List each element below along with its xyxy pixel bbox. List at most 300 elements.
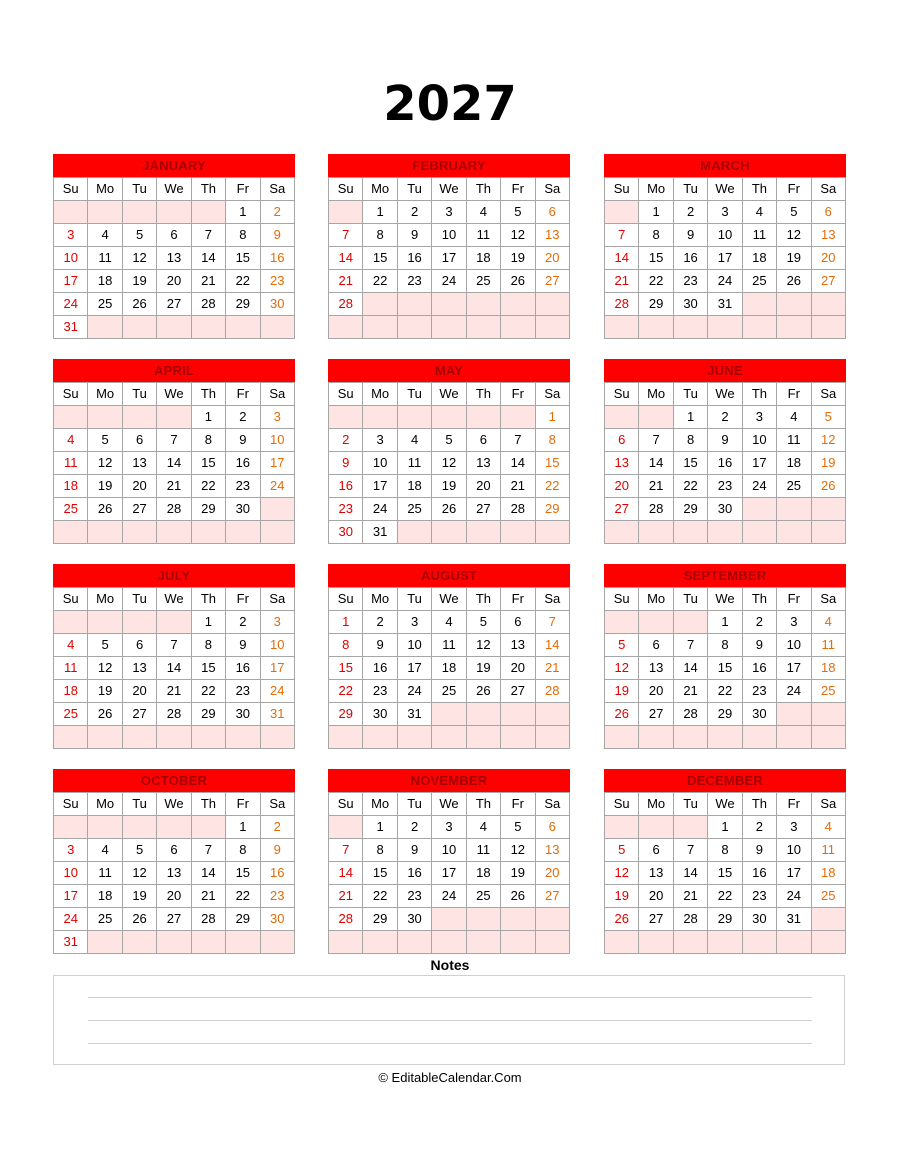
day-cell[interactable]: 20 xyxy=(501,657,535,680)
day-cell[interactable]: 27 xyxy=(501,680,535,703)
day-cell[interactable]: 15 xyxy=(708,657,742,680)
day-cell[interactable]: 23 xyxy=(226,680,260,703)
day-cell[interactable]: 16 xyxy=(226,657,260,680)
day-cell[interactable]: 2 xyxy=(397,816,431,839)
day-cell[interactable]: 17 xyxy=(397,657,431,680)
day-cell[interactable]: 3 xyxy=(260,611,294,634)
day-cell[interactable]: 16 xyxy=(363,657,397,680)
day-cell[interactable]: 28 xyxy=(673,908,707,931)
day-cell[interactable]: 6 xyxy=(122,634,156,657)
day-cell[interactable]: 24 xyxy=(54,293,88,316)
day-cell[interactable]: 24 xyxy=(397,680,431,703)
day-cell[interactable]: 19 xyxy=(501,247,535,270)
day-cell[interactable]: 5 xyxy=(811,406,845,429)
day-cell[interactable]: 18 xyxy=(397,475,431,498)
day-cell[interactable]: 24 xyxy=(260,475,294,498)
day-cell[interactable]: 15 xyxy=(191,657,225,680)
day-cell[interactable]: 4 xyxy=(466,201,500,224)
day-cell[interactable]: 21 xyxy=(673,885,707,908)
day-cell[interactable]: 2 xyxy=(260,816,294,839)
day-cell[interactable]: 18 xyxy=(88,270,122,293)
day-cell[interactable]: 20 xyxy=(157,270,191,293)
day-cell[interactable]: 3 xyxy=(397,611,431,634)
day-cell[interactable]: 6 xyxy=(811,201,845,224)
day-cell[interactable]: 29 xyxy=(191,703,225,726)
day-cell[interactable]: 2 xyxy=(708,406,742,429)
day-cell[interactable]: 21 xyxy=(535,657,569,680)
day-cell[interactable]: 15 xyxy=(639,247,673,270)
day-cell[interactable]: 13 xyxy=(501,634,535,657)
day-cell[interactable]: 2 xyxy=(226,611,260,634)
day-cell[interactable]: 10 xyxy=(742,429,776,452)
day-cell[interactable]: 22 xyxy=(226,885,260,908)
day-cell[interactable]: 13 xyxy=(122,452,156,475)
day-cell[interactable]: 19 xyxy=(501,862,535,885)
day-cell[interactable]: 10 xyxy=(54,862,88,885)
day-cell[interactable]: 15 xyxy=(329,657,363,680)
day-cell[interactable]: 7 xyxy=(329,839,363,862)
day-cell[interactable]: 9 xyxy=(708,429,742,452)
day-cell[interactable]: 7 xyxy=(191,839,225,862)
day-cell[interactable]: 22 xyxy=(329,680,363,703)
day-cell[interactable]: 9 xyxy=(742,634,776,657)
day-cell[interactable]: 17 xyxy=(742,452,776,475)
day-cell[interactable]: 13 xyxy=(122,657,156,680)
day-cell[interactable]: 11 xyxy=(88,862,122,885)
day-cell[interactable]: 26 xyxy=(501,270,535,293)
day-cell[interactable]: 14 xyxy=(157,452,191,475)
day-cell[interactable]: 11 xyxy=(397,452,431,475)
notes-box[interactable] xyxy=(53,975,845,1065)
day-cell[interactable]: 4 xyxy=(397,429,431,452)
day-cell[interactable]: 30 xyxy=(708,498,742,521)
day-cell[interactable]: 20 xyxy=(535,862,569,885)
day-cell[interactable]: 23 xyxy=(260,885,294,908)
day-cell[interactable]: 16 xyxy=(673,247,707,270)
day-cell[interactable]: 30 xyxy=(397,908,431,931)
day-cell[interactable]: 31 xyxy=(54,931,88,954)
day-cell[interactable]: 16 xyxy=(397,247,431,270)
day-cell[interactable]: 23 xyxy=(329,498,363,521)
day-cell[interactable]: 18 xyxy=(742,247,776,270)
day-cell[interactable]: 30 xyxy=(742,908,776,931)
day-cell[interactable]: 17 xyxy=(260,657,294,680)
day-cell[interactable]: 21 xyxy=(639,475,673,498)
day-cell[interactable]: 12 xyxy=(605,657,639,680)
day-cell[interactable]: 12 xyxy=(88,452,122,475)
day-cell[interactable]: 14 xyxy=(673,862,707,885)
day-cell[interactable]: 27 xyxy=(466,498,500,521)
day-cell[interactable]: 10 xyxy=(397,634,431,657)
day-cell[interactable]: 14 xyxy=(157,657,191,680)
day-cell[interactable]: 26 xyxy=(122,293,156,316)
day-cell[interactable]: 31 xyxy=(260,703,294,726)
day-cell[interactable]: 20 xyxy=(157,885,191,908)
day-cell[interactable]: 16 xyxy=(260,862,294,885)
day-cell[interactable]: 17 xyxy=(54,270,88,293)
day-cell[interactable]: 8 xyxy=(226,839,260,862)
day-cell[interactable]: 13 xyxy=(535,839,569,862)
day-cell[interactable]: 5 xyxy=(466,611,500,634)
day-cell[interactable]: 31 xyxy=(777,908,811,931)
day-cell[interactable]: 1 xyxy=(226,201,260,224)
day-cell[interactable]: 17 xyxy=(54,885,88,908)
day-cell[interactable]: 13 xyxy=(157,862,191,885)
day-cell[interactable]: 26 xyxy=(605,703,639,726)
day-cell[interactable]: 23 xyxy=(260,270,294,293)
day-cell[interactable]: 3 xyxy=(777,611,811,634)
day-cell[interactable]: 7 xyxy=(329,224,363,247)
day-cell[interactable]: 27 xyxy=(639,908,673,931)
day-cell[interactable]: 15 xyxy=(363,247,397,270)
day-cell[interactable]: 11 xyxy=(432,634,466,657)
day-cell[interactable]: 23 xyxy=(708,475,742,498)
day-cell[interactable]: 29 xyxy=(226,293,260,316)
day-cell[interactable]: 4 xyxy=(811,816,845,839)
day-cell[interactable]: 7 xyxy=(501,429,535,452)
day-cell[interactable]: 31 xyxy=(397,703,431,726)
day-cell[interactable]: 3 xyxy=(54,839,88,862)
day-cell[interactable]: 8 xyxy=(329,634,363,657)
day-cell[interactable]: 20 xyxy=(466,475,500,498)
day-cell[interactable]: 7 xyxy=(535,611,569,634)
day-cell[interactable]: 30 xyxy=(260,293,294,316)
day-cell[interactable]: 8 xyxy=(226,224,260,247)
day-cell[interactable]: 2 xyxy=(742,816,776,839)
day-cell[interactable]: 28 xyxy=(191,908,225,931)
day-cell[interactable]: 2 xyxy=(329,429,363,452)
day-cell[interactable]: 12 xyxy=(501,224,535,247)
day-cell[interactable]: 16 xyxy=(260,247,294,270)
day-cell[interactable]: 8 xyxy=(535,429,569,452)
day-cell[interactable]: 4 xyxy=(88,839,122,862)
day-cell[interactable]: 2 xyxy=(397,201,431,224)
day-cell[interactable]: 22 xyxy=(226,270,260,293)
day-cell[interactable]: 16 xyxy=(329,475,363,498)
day-cell[interactable]: 13 xyxy=(639,657,673,680)
day-cell[interactable]: 20 xyxy=(535,247,569,270)
day-cell[interactable]: 17 xyxy=(777,862,811,885)
day-cell[interactable]: 4 xyxy=(88,224,122,247)
day-cell[interactable]: 7 xyxy=(673,634,707,657)
day-cell[interactable]: 29 xyxy=(191,498,225,521)
day-cell[interactable]: 17 xyxy=(708,247,742,270)
day-cell[interactable]: 6 xyxy=(535,816,569,839)
day-cell[interactable]: 14 xyxy=(329,862,363,885)
day-cell[interactable]: 28 xyxy=(157,498,191,521)
day-cell[interactable]: 18 xyxy=(54,475,88,498)
day-cell[interactable]: 22 xyxy=(708,885,742,908)
day-cell[interactable]: 28 xyxy=(191,293,225,316)
day-cell[interactable]: 11 xyxy=(88,247,122,270)
day-cell[interactable]: 24 xyxy=(432,270,466,293)
day-cell[interactable]: 15 xyxy=(535,452,569,475)
day-cell[interactable]: 13 xyxy=(639,862,673,885)
day-cell[interactable]: 2 xyxy=(363,611,397,634)
day-cell[interactable]: 27 xyxy=(157,908,191,931)
day-cell[interactable]: 9 xyxy=(226,634,260,657)
day-cell[interactable]: 25 xyxy=(466,885,500,908)
day-cell[interactable]: 14 xyxy=(329,247,363,270)
day-cell[interactable]: 20 xyxy=(122,680,156,703)
day-cell[interactable]: 9 xyxy=(742,839,776,862)
day-cell[interactable]: 14 xyxy=(673,657,707,680)
day-cell[interactable]: 3 xyxy=(742,406,776,429)
day-cell[interactable]: 16 xyxy=(708,452,742,475)
day-cell[interactable]: 9 xyxy=(260,839,294,862)
day-cell[interactable]: 10 xyxy=(432,839,466,862)
day-cell[interactable]: 3 xyxy=(777,816,811,839)
day-cell[interactable]: 10 xyxy=(54,247,88,270)
day-cell[interactable]: 16 xyxy=(742,862,776,885)
day-cell[interactable]: 10 xyxy=(260,429,294,452)
day-cell[interactable]: 8 xyxy=(363,839,397,862)
day-cell[interactable]: 8 xyxy=(191,429,225,452)
day-cell[interactable]: 24 xyxy=(432,885,466,908)
day-cell[interactable]: 25 xyxy=(777,475,811,498)
day-cell[interactable]: 5 xyxy=(88,429,122,452)
day-cell[interactable]: 24 xyxy=(260,680,294,703)
day-cell[interactable]: 11 xyxy=(466,839,500,862)
day-cell[interactable]: 12 xyxy=(122,247,156,270)
day-cell[interactable]: 3 xyxy=(54,224,88,247)
day-cell[interactable]: 26 xyxy=(88,703,122,726)
day-cell[interactable]: 16 xyxy=(226,452,260,475)
day-cell[interactable]: 23 xyxy=(226,475,260,498)
day-cell[interactable]: 17 xyxy=(363,475,397,498)
day-cell[interactable]: 6 xyxy=(535,201,569,224)
day-cell[interactable]: 9 xyxy=(226,429,260,452)
day-cell[interactable]: 22 xyxy=(708,680,742,703)
day-cell[interactable]: 7 xyxy=(639,429,673,452)
day-cell[interactable]: 26 xyxy=(501,885,535,908)
day-cell[interactable]: 23 xyxy=(397,885,431,908)
day-cell[interactable]: 19 xyxy=(122,885,156,908)
day-cell[interactable]: 26 xyxy=(466,680,500,703)
day-cell[interactable]: 15 xyxy=(708,862,742,885)
day-cell[interactable]: 11 xyxy=(811,634,845,657)
day-cell[interactable]: 4 xyxy=(742,201,776,224)
day-cell[interactable]: 15 xyxy=(226,247,260,270)
day-cell[interactable]: 1 xyxy=(639,201,673,224)
day-cell[interactable]: 26 xyxy=(122,908,156,931)
day-cell[interactable]: 5 xyxy=(501,201,535,224)
day-cell[interactable]: 29 xyxy=(363,908,397,931)
day-cell[interactable]: 10 xyxy=(777,839,811,862)
day-cell[interactable]: 13 xyxy=(811,224,845,247)
day-cell[interactable]: 28 xyxy=(329,908,363,931)
day-cell[interactable]: 19 xyxy=(466,657,500,680)
day-cell[interactable]: 11 xyxy=(811,839,845,862)
day-cell[interactable]: 28 xyxy=(535,680,569,703)
day-cell[interactable]: 25 xyxy=(88,293,122,316)
day-cell[interactable]: 6 xyxy=(639,839,673,862)
day-cell[interactable]: 9 xyxy=(329,452,363,475)
day-cell[interactable]: 21 xyxy=(157,680,191,703)
day-cell[interactable]: 1 xyxy=(191,611,225,634)
day-cell[interactable]: 8 xyxy=(363,224,397,247)
day-cell[interactable]: 14 xyxy=(191,247,225,270)
day-cell[interactable]: 11 xyxy=(54,452,88,475)
day-cell[interactable]: 28 xyxy=(329,293,363,316)
day-cell[interactable]: 15 xyxy=(363,862,397,885)
day-cell[interactable]: 13 xyxy=(466,452,500,475)
day-cell[interactable]: 24 xyxy=(708,270,742,293)
day-cell[interactable]: 25 xyxy=(432,680,466,703)
day-cell[interactable]: 25 xyxy=(811,885,845,908)
day-cell[interactable]: 9 xyxy=(673,224,707,247)
day-cell[interactable]: 29 xyxy=(708,908,742,931)
day-cell[interactable]: 5 xyxy=(432,429,466,452)
day-cell[interactable]: 12 xyxy=(88,657,122,680)
day-cell[interactable]: 22 xyxy=(363,270,397,293)
day-cell[interactable]: 29 xyxy=(329,703,363,726)
day-cell[interactable]: 4 xyxy=(54,634,88,657)
day-cell[interactable]: 5 xyxy=(605,839,639,862)
day-cell[interactable]: 29 xyxy=(708,703,742,726)
day-cell[interactable]: 21 xyxy=(329,885,363,908)
day-cell[interactable]: 2 xyxy=(742,611,776,634)
day-cell[interactable]: 18 xyxy=(811,657,845,680)
day-cell[interactable]: 22 xyxy=(363,885,397,908)
day-cell[interactable]: 22 xyxy=(191,475,225,498)
day-cell[interactable]: 12 xyxy=(605,862,639,885)
day-cell[interactable]: 28 xyxy=(639,498,673,521)
day-cell[interactable]: 10 xyxy=(260,634,294,657)
day-cell[interactable]: 5 xyxy=(122,224,156,247)
day-cell[interactable]: 20 xyxy=(605,475,639,498)
day-cell[interactable]: 1 xyxy=(535,406,569,429)
day-cell[interactable]: 6 xyxy=(639,634,673,657)
day-cell[interactable]: 12 xyxy=(466,634,500,657)
day-cell[interactable]: 23 xyxy=(673,270,707,293)
day-cell[interactable]: 19 xyxy=(122,270,156,293)
day-cell[interactable]: 10 xyxy=(363,452,397,475)
day-cell[interactable]: 1 xyxy=(708,611,742,634)
day-cell[interactable]: 21 xyxy=(157,475,191,498)
day-cell[interactable]: 5 xyxy=(122,839,156,862)
day-cell[interactable]: 6 xyxy=(122,429,156,452)
day-cell[interactable]: 17 xyxy=(432,247,466,270)
day-cell[interactable]: 4 xyxy=(432,611,466,634)
day-cell[interactable]: 6 xyxy=(157,224,191,247)
day-cell[interactable]: 8 xyxy=(639,224,673,247)
day-cell[interactable]: 1 xyxy=(191,406,225,429)
day-cell[interactable]: 27 xyxy=(605,498,639,521)
day-cell[interactable]: 8 xyxy=(673,429,707,452)
day-cell[interactable]: 14 xyxy=(191,862,225,885)
day-cell[interactable]: 28 xyxy=(501,498,535,521)
day-cell[interactable]: 22 xyxy=(639,270,673,293)
day-cell[interactable]: 13 xyxy=(605,452,639,475)
day-cell[interactable]: 26 xyxy=(432,498,466,521)
day-cell[interactable]: 12 xyxy=(432,452,466,475)
day-cell[interactable]: 31 xyxy=(708,293,742,316)
day-cell[interactable]: 2 xyxy=(673,201,707,224)
day-cell[interactable]: 9 xyxy=(397,224,431,247)
day-cell[interactable]: 25 xyxy=(54,498,88,521)
day-cell[interactable]: 6 xyxy=(466,429,500,452)
day-cell[interactable]: 26 xyxy=(777,270,811,293)
day-cell[interactable]: 29 xyxy=(639,293,673,316)
day-cell[interactable]: 1 xyxy=(363,816,397,839)
day-cell[interactable]: 25 xyxy=(811,680,845,703)
day-cell[interactable]: 27 xyxy=(535,885,569,908)
day-cell[interactable]: 23 xyxy=(363,680,397,703)
day-cell[interactable]: 11 xyxy=(742,224,776,247)
day-cell[interactable]: 6 xyxy=(605,429,639,452)
day-cell[interactable]: 19 xyxy=(88,475,122,498)
day-cell[interactable]: 19 xyxy=(605,885,639,908)
day-cell[interactable]: 18 xyxy=(466,247,500,270)
day-cell[interactable]: 7 xyxy=(157,634,191,657)
day-cell[interactable]: 19 xyxy=(605,680,639,703)
day-cell[interactable]: 10 xyxy=(777,634,811,657)
day-cell[interactable]: 1 xyxy=(673,406,707,429)
day-cell[interactable]: 26 xyxy=(605,908,639,931)
day-cell[interactable]: 24 xyxy=(363,498,397,521)
day-cell[interactable]: 9 xyxy=(363,634,397,657)
day-cell[interactable]: 24 xyxy=(777,885,811,908)
day-cell[interactable]: 9 xyxy=(397,839,431,862)
day-cell[interactable]: 9 xyxy=(260,224,294,247)
day-cell[interactable]: 30 xyxy=(742,703,776,726)
day-cell[interactable]: 30 xyxy=(673,293,707,316)
day-cell[interactable]: 14 xyxy=(605,247,639,270)
day-cell[interactable]: 12 xyxy=(122,862,156,885)
day-cell[interactable]: 2 xyxy=(260,201,294,224)
day-cell[interactable]: 18 xyxy=(811,862,845,885)
day-cell[interactable]: 15 xyxy=(191,452,225,475)
day-cell[interactable]: 14 xyxy=(535,634,569,657)
day-cell[interactable]: 18 xyxy=(777,452,811,475)
day-cell[interactable]: 30 xyxy=(363,703,397,726)
day-cell[interactable]: 15 xyxy=(226,862,260,885)
day-cell[interactable]: 21 xyxy=(501,475,535,498)
day-cell[interactable]: 10 xyxy=(708,224,742,247)
day-cell[interactable]: 17 xyxy=(260,452,294,475)
day-cell[interactable]: 7 xyxy=(191,224,225,247)
day-cell[interactable]: 1 xyxy=(226,816,260,839)
day-cell[interactable]: 12 xyxy=(501,839,535,862)
day-cell[interactable]: 18 xyxy=(54,680,88,703)
day-cell[interactable]: 12 xyxy=(777,224,811,247)
day-cell[interactable]: 17 xyxy=(432,862,466,885)
day-cell[interactable]: 19 xyxy=(432,475,466,498)
day-cell[interactable]: 1 xyxy=(363,201,397,224)
day-cell[interactable]: 25 xyxy=(88,908,122,931)
day-cell[interactable]: 5 xyxy=(88,634,122,657)
day-cell[interactable]: 17 xyxy=(777,657,811,680)
day-cell[interactable]: 25 xyxy=(397,498,431,521)
day-cell[interactable]: 4 xyxy=(466,816,500,839)
day-cell[interactable]: 13 xyxy=(157,247,191,270)
day-cell[interactable]: 10 xyxy=(432,224,466,247)
day-cell[interactable]: 8 xyxy=(191,634,225,657)
day-cell[interactable]: 20 xyxy=(122,475,156,498)
day-cell[interactable]: 25 xyxy=(742,270,776,293)
day-cell[interactable]: 12 xyxy=(811,429,845,452)
day-cell[interactable]: 4 xyxy=(54,429,88,452)
day-cell[interactable]: 31 xyxy=(363,521,397,544)
day-cell[interactable]: 27 xyxy=(157,293,191,316)
day-cell[interactable]: 18 xyxy=(88,885,122,908)
day-cell[interactable]: 23 xyxy=(742,680,776,703)
day-cell[interactable]: 11 xyxy=(466,224,500,247)
day-cell[interactable]: 25 xyxy=(54,703,88,726)
day-cell[interactable]: 27 xyxy=(639,703,673,726)
day-cell[interactable]: 4 xyxy=(777,406,811,429)
